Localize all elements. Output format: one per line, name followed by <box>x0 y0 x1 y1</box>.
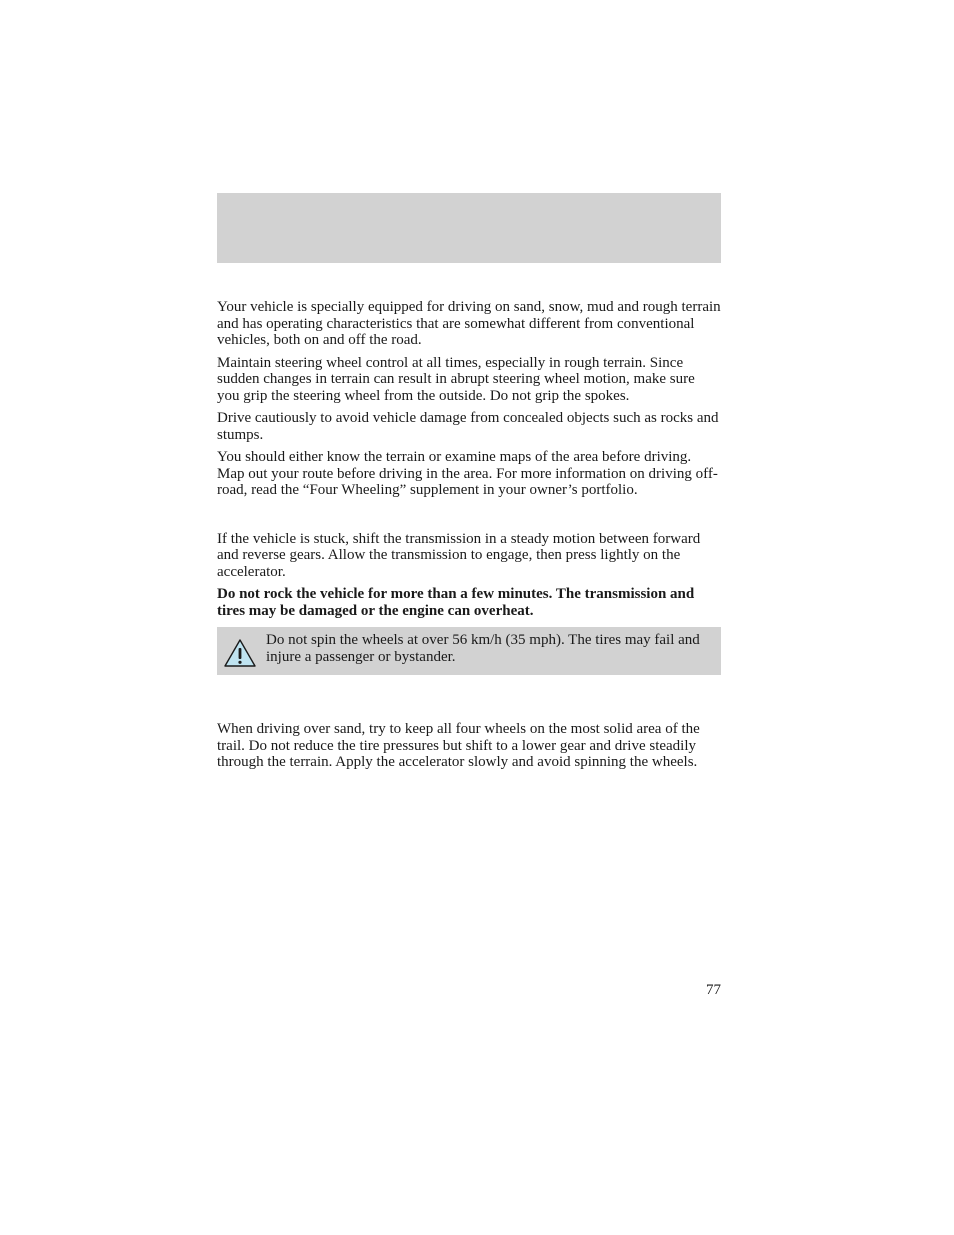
rocking-caution: Do not rock the vehicle for more than a few minutes. The transmission and tires may be damaged or the engine can overheat. <box>217 586 695 619</box>
intro-paragraph-2: Maintain steering wheel control at all times, especially in rough terrain. Since sudden changes in terrain can result in abrupt steering wheel motion, make sure you grip the steering wheel from the outside. Do not grip the spokes. <box>217 354 695 404</box>
section-spacer <box>217 505 721 531</box>
warning-text: Do not spin the wheels at over 56 km/h (35 mph). The tires may fail and injure a passenger or bystander. <box>266 632 700 665</box>
warning-box <box>217 627 721 675</box>
section-header-band <box>217 193 721 263</box>
stuck-paragraph: If the vehicle is stuck, shift the transmission in a steady motion between forward and reverse gears. Allow the transmission to engage, then press lightly on the accelerator. <box>217 530 701 580</box>
intro-paragraph-3: Drive cautiously to avoid vehicle damage from concealed objects such as rocks and stumps. <box>217 410 719 443</box>
sand-paragraph: When driving over sand, try to keep all four wheels on the most solid area of the trail. Do not reduce the tire pressures but shift to a lower gear and drive steadily through the terrain. Apply the accelerator slowly and avoid spinning the wheels. <box>217 721 700 770</box>
warning-triangle-icon <box>223 638 257 668</box>
section-spacer <box>217 675 721 721</box>
page-content <box>217 299 721 777</box>
page-number: 77 <box>706 982 721 998</box>
intro-paragraph-1: Your vehicle is specially equipped for driving on sand, snow, mud and rough terrain and has operating characteristics that are somewhat different from conventional vehicles, both on and off the road. <box>217 299 721 348</box>
intro-paragraph-4: You should either know the terrain or examine maps of the area before driving. Map out your route before driving in the area. For more information on driving off-road, read the “Four Wheeling” supplement in your owner’s portfolio. <box>217 449 718 498</box>
